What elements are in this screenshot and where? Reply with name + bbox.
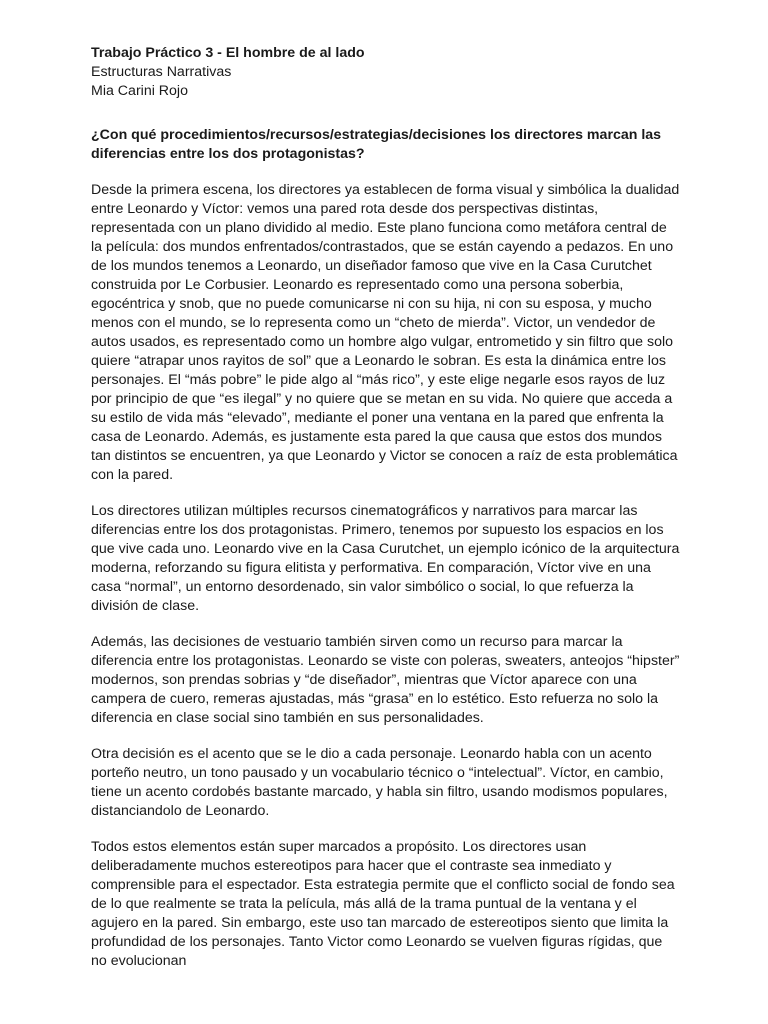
paragraph-1: Desde la primera escena, los directores ya establecen de forma visual y simbólica la dualidad entre Leonardo y Víctor: vemos una pared rota desde dos perspectivas distintas, representada con un plano dividido al medio. Este plano funciona como metáfora central de la película: dos mundos enfrentados/contrastados, que se están cayendo a pedazos. En uno de los mundos tenemos a Leonardo, un diseñador famoso que vive en la Casa Curutchet construida por Le Corbusier. Leonardo es representado como una persona soberbia, egocéntrica y snob, que no puede comunicarse ni con su hija, ni con su esposa, y mucho menos con el mundo, se lo representa como un “cheto de mierda”. Victor, un vendedor de autos usados, es representado como un hombre algo vulgar, entrometido y sin filtro que solo quiere “atrapar unos rayitos de sol” que a Leonardo le sobran. Es esta la dinámica entre los personajes. El “más pobre” le pide algo al “más rico”, y este elige negarle esos rayos de luz por principio de que “es ilegal” y no quiere que se metan en su vida. No quiere que acceda a su estilo de vida más “elevado”, mediante el poner una ventana en la pared que enfrenta la casa de Leonardo. Además, es justamente esta pared la que causa que estos dos mundos tan distintos se encuentren, ya que Leonardo y Victor se conocen a raíz de esta problemática con la pared.	[91, 182, 680, 483]
document-title: Trabajo Práctico 3 - El hombre de al lado	[91, 45, 365, 61]
question-heading: ¿Con qué procedimientos/recursos/estrategias/decisiones los directores marcan las diferencias entre los dos protagonistas?	[91, 127, 662, 162]
author-name: Mia Carini Rojo	[91, 83, 188, 99]
paragraph-3: Además, las decisiones de vestuario también sirven como un recurso para marcar la diferencia entre los protagonistas. Leonardo se viste con poleras, sweaters, anteojos “hipster” modernos, son prendas sobrias y “de diseñador”, mientras que Víctor aparece con una campera de cuero, remeras ajustadas, más “grasa” en lo estético. Esto refuerza no solo la diferencia en clase social sino también en sus personalidades.	[91, 634, 680, 726]
paragraph-5: Todos estos elementos están super marcados a propósito. Los directores usan deliberadamente muchos estereotipos para hacer que el contraste sea inmediato y comprensible para el espectador. Esta estrategia permite que el conflicto social de fondo sea de lo que realmente se trata la película, más allá de la trama puntual de la ventana y el agujero en la pared. Sin embargo, este uso tan marcado de estereotipos siento que limita la profundidad de los personajes. Tanto Victor como Leonardo se vuelven figuras rígidas, que no evolucionan	[91, 839, 675, 969]
paragraph-4: Otra decisión es el acento que se le dio a cada personaje. Leonardo habla con un acento porteño neutro, un tono pausado y un vocabulario técnico o “intelectual”. Víctor, en cambio, tiene un acento cordobés bastante marcado, y habla sin filtro, usando modismos populares, distanciandolo de Leonardo.	[91, 746, 668, 819]
document-header	[91, 44, 681, 101]
paragraph-2: Los directores utilizan múltiples recursos cinematográficos y narrativos para marcar las diferencias entre los dos protagonistas. Primero, tenemos por supuesto los espacios en los que vive cada uno. Leonardo vive en la Casa Curutchet, un ejemplo icónico de la arquitectura moderna, reforzando su figura elitista y performativa. En comparación, Víctor vive en una casa “normal”, un entorno desordenado, sin valor simbólico o social, lo que refuerza la división de clase.	[91, 503, 680, 614]
document-page	[91, 44, 681, 971]
course-name: Estructuras Narrativas	[91, 64, 232, 80]
